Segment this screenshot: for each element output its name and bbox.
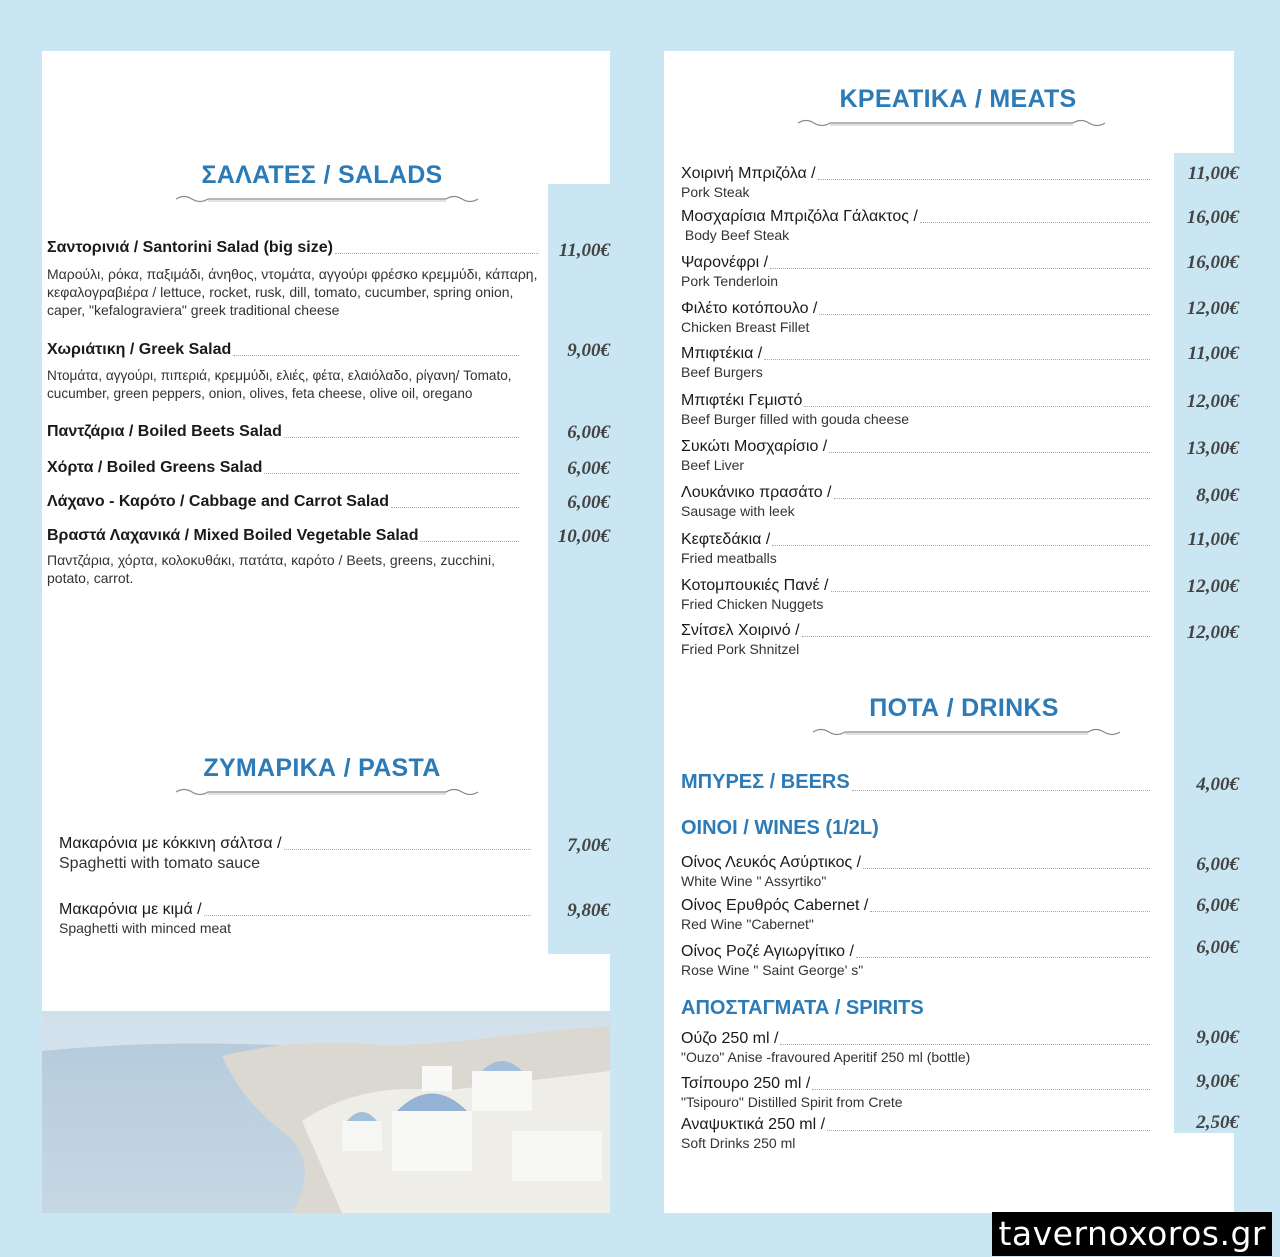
- dot-leader: [764, 359, 1150, 360]
- item-name: Παντζάρια / Boiled Beets Salad: [47, 423, 282, 440]
- wine-item-red: [681, 897, 1158, 933]
- drinks-title: ΠΟΤΑ / DRINKS: [869, 694, 1059, 722]
- dot-leader: [335, 253, 539, 254]
- dot-leader: [856, 957, 1150, 958]
- dot-leader: [770, 268, 1150, 269]
- price: 9,00€: [1196, 1027, 1239, 1048]
- salad-item-cabbage-carrot: [47, 493, 527, 511]
- item-subtitle: Rose Wine " Saint George' s": [681, 962, 864, 978]
- price: 9,00€: [567, 340, 610, 361]
- salads-title: ΣΑΛΑΤΕΣ / SALADS: [201, 161, 443, 189]
- item-name: Οίνος Ερυθρός Cabernet /: [681, 897, 869, 914]
- item-subtitle: Pork Tenderloin: [681, 273, 779, 289]
- item-subtitle: Beef Burgers: [681, 364, 763, 380]
- meat-item-chicken-fillet: [681, 300, 1158, 336]
- item-name: Μακαρόνια με κόκκινη σάλτσα /: [59, 835, 282, 852]
- meat-item-beef-liver: [681, 438, 1158, 474]
- pasta-item-minced-meat: [59, 901, 539, 937]
- meats-title: ΚΡΕΑΤΙΚΑ / MEATS: [839, 85, 1077, 113]
- item-subtitle: Fried Pork Shnitzel: [681, 641, 800, 657]
- dot-leader: [812, 1089, 1150, 1090]
- salad-item-greens: [47, 459, 527, 477]
- dot-leader: [802, 636, 1150, 637]
- right-menu-page: [664, 51, 1239, 1213]
- item-description: Ντομάτα, αγγούρι, πιπεριά, κρεμμύδι, ελιές, φέτα, ελαιόλαδο, ρίγανη/ Tomato, cucumber, green peppers, onion, olives, feta cheese, olive oil, oregano: [47, 368, 512, 401]
- dot-leader: [852, 790, 1150, 791]
- price: 16,00€: [1186, 207, 1239, 228]
- price: 9,00€: [1196, 1071, 1239, 1092]
- pasta-item-tomato: [59, 835, 539, 875]
- price: 7,00€: [567, 835, 610, 856]
- dot-leader: [804, 406, 1150, 407]
- price: 8,00€: [1196, 485, 1239, 506]
- dot-leader: [827, 1130, 1150, 1131]
- dot-leader: [870, 911, 1150, 912]
- item-subtitle: Fried Chicken Nuggets: [681, 596, 824, 612]
- beers-title: ΜΠΥΡΕΣ / BEERS: [681, 771, 850, 793]
- meats-flourish: [794, 118, 1109, 128]
- item-subtitle: Pork Steak: [681, 184, 750, 200]
- watermark-label: tavernoxoros.gr: [992, 1212, 1272, 1256]
- item-subtitle: Beef Liver: [681, 457, 745, 473]
- spirit-item-ouzo: [681, 1030, 1158, 1066]
- meat-item-sausage-leek: [681, 484, 1158, 520]
- wine-item-white: [681, 854, 1158, 890]
- price: 2,50€: [1196, 1112, 1239, 1133]
- price: 10,00€: [557, 526, 610, 547]
- item-name: Οίνος Ροζέ Αγιωργίτικο /: [681, 943, 854, 960]
- item-name: Χοιρινή Μπριζόλα /: [681, 165, 816, 182]
- meat-item-pork-tenderloin: [681, 254, 1158, 290]
- item-name: Αναψυκτικά 250 ml /: [681, 1116, 826, 1133]
- meat-item-pork-shnitzel: [681, 622, 1158, 658]
- item-subtitle: Beef Burger filled with gouda cheese: [681, 411, 910, 427]
- spirits-title: ΑΠΟΣΤΑΓΜΑΤΑ / SPIRITS: [681, 997, 924, 1019]
- item-name: Ψαρονέφρι /: [681, 254, 769, 271]
- wine-item-rose: [681, 943, 1158, 979]
- left-menu-page: [42, 51, 610, 1213]
- meat-item-meatballs: [681, 531, 1158, 567]
- item-name: Οίνος Λευκός Ασύρτικος /: [681, 854, 862, 871]
- dot-leader: [264, 473, 519, 474]
- price: 12,00€: [1186, 576, 1239, 597]
- item-name: Λουκάνικο πρασάτο /: [681, 484, 832, 501]
- dot-leader: [391, 507, 519, 508]
- dot-leader: [819, 314, 1150, 315]
- item-name: Τσίπουρο 250 ml /: [681, 1075, 811, 1092]
- drinks-flourish: [809, 727, 1124, 737]
- salad-item-santorini: [47, 239, 547, 319]
- pasta-title: ΖΥΜΑΡΙΚΑ / PASTA: [203, 754, 441, 782]
- price: 16,00€: [1186, 252, 1239, 273]
- item-name: Χόρτα / Boiled Greens Salad: [47, 459, 263, 476]
- price: 6,00€: [567, 458, 610, 479]
- price: 6,00€: [1196, 937, 1239, 958]
- item-name: Σνίτσελ Χοιρινό /: [681, 622, 800, 639]
- item-subtitle: White Wine " Assyrtiko": [681, 873, 827, 889]
- price: 6,00€: [567, 492, 610, 513]
- dot-leader: [780, 1044, 1150, 1045]
- item-subtitle: Fried meatballs: [681, 550, 777, 566]
- item-name: Βραστά Λαχανικά / Mixed Boiled Vegetable Salad: [47, 527, 419, 544]
- dot-leader: [204, 915, 531, 916]
- meat-item-beef-steak: [681, 208, 1158, 244]
- item-name: Λάχανο - Καρότο / Cabbage and Carrot Salad: [47, 493, 389, 510]
- dot-leader: [772, 545, 1150, 546]
- dot-leader: [233, 355, 519, 356]
- price: 12,00€: [1186, 298, 1239, 319]
- salads-flourish: [172, 194, 482, 204]
- santorini-landscape-image: [42, 1011, 610, 1213]
- item-name: Μπιφτέκι Γεμιστό: [681, 392, 803, 409]
- item-subtitle: Spaghetti with minced meat: [59, 920, 231, 936]
- price: 13,00€: [1186, 438, 1239, 459]
- dot-leader: [420, 541, 519, 542]
- meat-item-pork-steak: [681, 165, 1158, 201]
- meat-item-chicken-nuggets: [681, 577, 1158, 613]
- price: 6,00€: [1196, 854, 1239, 875]
- dot-leader: [284, 437, 519, 438]
- price: 9,80€: [567, 900, 610, 921]
- dot-leader: [818, 179, 1150, 180]
- item-subtitle: Soft Drinks 250 ml: [681, 1135, 796, 1151]
- item-subtitle: Chicken Breast Fillet: [681, 319, 810, 335]
- spirit-item-tsipouro: [681, 1075, 1158, 1111]
- price: 11,00€: [1187, 529, 1239, 550]
- price: 11,00€: [1187, 163, 1239, 184]
- item-name: Μοσχαρίσια Μπριζόλα Γάλακτος /: [681, 208, 918, 225]
- item-name: Κεφτεδάκια /: [681, 531, 771, 548]
- item-name: Σαντορινιά / Santorini Salad (big size): [47, 239, 333, 256]
- price: 11,00€: [558, 240, 610, 261]
- item-subtitle: Spaghetti with tomato sauce: [59, 855, 261, 872]
- dot-leader: [834, 498, 1151, 499]
- price: 6,00€: [1196, 895, 1239, 916]
- dot-leader: [920, 222, 1150, 223]
- item-subtitle: "Ouzo" Anise -fravoured Aperitif 250 ml (bottle): [681, 1049, 971, 1065]
- item-name: Μακαρόνια με κιμά /: [59, 901, 202, 918]
- item-name: Ούζο 250 ml /: [681, 1030, 779, 1047]
- salad-item-beets: [47, 423, 527, 441]
- salad-item-greek: [47, 341, 527, 403]
- item-subtitle: Sausage with leek: [681, 503, 795, 519]
- spirit-item-soft-drinks: [681, 1116, 1158, 1152]
- pasta-flourish: [172, 787, 482, 797]
- price: 6,00€: [567, 422, 610, 443]
- dot-leader: [829, 452, 1150, 453]
- meat-item-beef-burgers: [681, 345, 1158, 381]
- dot-leader: [831, 591, 1151, 592]
- dot-leader: [284, 849, 531, 850]
- price: 12,00€: [1186, 622, 1239, 643]
- item-name: Χωριάτικη / Greek Salad: [47, 341, 232, 358]
- dot-leader: [863, 868, 1150, 869]
- price: 4,00€: [1196, 774, 1239, 795]
- item-description: Μαρούλι, ρόκα, παξιμάδι, άνηθος, ντομάτα, αγγούρι φρέσκο κρεμμύδι, κάπαρη, κεφαλογραβιέρα / lettuce, rocket, rusk, dill, tomato, cucumber, spring onion, caper, "kefalograviera" greek traditional cheese: [47, 266, 538, 318]
- salad-item-boiled-vegetables: [47, 527, 527, 587]
- item-subtitle: Body Beef Steak: [681, 227, 790, 243]
- item-name: Κοτομπουκιές Πανέ /: [681, 577, 829, 594]
- drinks-beers: [681, 771, 1158, 794]
- item-subtitle: Red Wine "Cabernet": [681, 916, 814, 932]
- meat-item-stuffed-burger: [681, 392, 1158, 428]
- item-subtitle: "Tsipouro" Distilled Spirit from Crete: [681, 1094, 903, 1110]
- price: 12,00€: [1186, 391, 1239, 412]
- item-name: Συκώτι Μοσχαρίσιο /: [681, 438, 828, 455]
- wines-title: ΟΙΝΟΙ / WINES (1/2L): [681, 817, 879, 839]
- item-name: Μπιφτέκια /: [681, 345, 763, 362]
- price: 11,00€: [1187, 343, 1239, 364]
- item-description: Παντζάρια, χόρτα, κολοκυθάκι, πατάτα, καρότο / Beets, greens, zucchini, potato, carrot.: [47, 552, 495, 586]
- item-name: Φιλέτο κοτόπουλο /: [681, 300, 818, 317]
